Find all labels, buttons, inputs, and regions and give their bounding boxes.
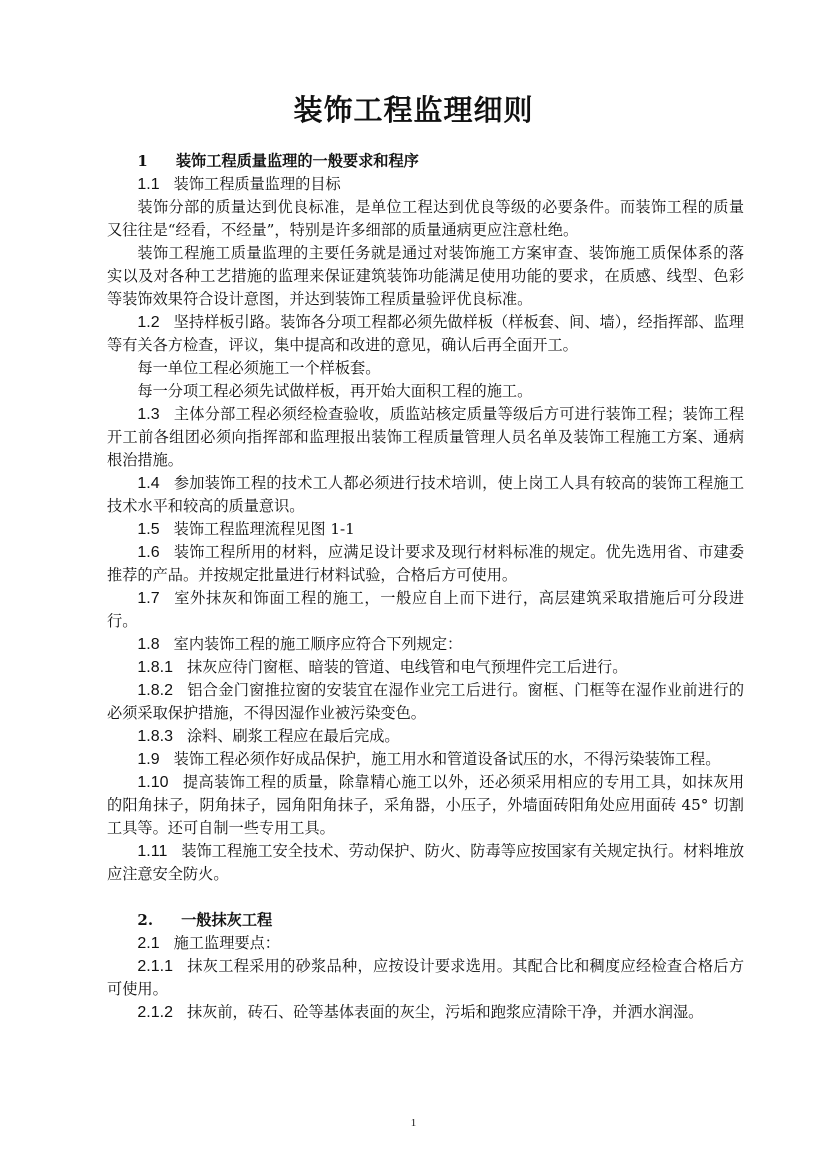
clause-text: 抹灰应待门窗框、暗装的管道、电线管和电气预埋件完工后进行。 xyxy=(186,658,628,676)
section-heading-text: 一般抹灰工程 xyxy=(181,911,273,929)
clause xyxy=(107,748,744,771)
paragraph: 装饰分部的质量达到优良标准，是单位工程达到优良等级的必要条件。而装饰工程的质量又往往是“经看，不经量”，特别是许多细部的质量通病更应注意杜绝。 xyxy=(107,198,744,239)
clause-text: 装饰工程所用的材料，应满足设计要求及现行材料标准的规定。优先选用省、市建委推荐的产品。并按规定批量进行材料试验，合格后方可使用。 xyxy=(107,543,744,584)
clause-text: 装饰工程监理流程见图 1-1 xyxy=(173,520,355,538)
clause-text: 铝合金门窗推拉窗的安装宜在湿作业完工后进行。窗框、门框等在湿作业前进行的必须采取保护措施，不得因湿作业被污染变色。 xyxy=(107,681,744,722)
clause-text: 室外抹灰和饰面工程的施工，一般应自上而下进行，高层建筑采取措施后可分段进行。 xyxy=(107,589,744,630)
clause-number: 2.1.2 xyxy=(137,1004,173,1021)
clause xyxy=(107,955,744,1001)
clause-number: 1.1 xyxy=(137,176,160,193)
clause xyxy=(107,518,744,541)
clause xyxy=(107,679,744,725)
clause-number: 1.10 xyxy=(137,774,169,791)
section-number: 1 xyxy=(137,152,148,170)
clause xyxy=(107,1001,744,1024)
clause-number: 1.8.2 xyxy=(137,682,173,699)
clause xyxy=(107,725,744,748)
clause-text: 装饰工程必须作好成品保护，施工用水和管道设备试压的水，不得污染装饰工程。 xyxy=(173,750,721,768)
clause xyxy=(107,403,744,472)
clause-text: 室内装饰工程的施工顺序应符合下列规定： xyxy=(173,635,463,653)
clause-number: 1.8.3 xyxy=(137,728,173,745)
paragraph: 每一单位工程必须施工一个样板套。 xyxy=(137,359,381,377)
clause xyxy=(107,633,744,656)
clause-text: 施工监理要点： xyxy=(173,934,280,952)
clause-text: 主体分部工程必须经检查验收，质监站核定质量等级后方可进行装饰工程；装饰工程开工前各组团必须向指挥部和监理报出装饰工程质量管理人员名单及装饰工程施工方案、通病根治措施。 xyxy=(107,405,744,469)
clause-text: 参加装饰工程的技术工人都必须进行技术培训，使上岗工人具有较高的装饰工程施工技术水平和较高的质量意识。 xyxy=(107,474,744,515)
clause-text: 抹灰工程采用的砂浆品种，应按设计要求选用。其配合比和稠度应经检查合格后方可使用。 xyxy=(107,957,744,998)
clause-number: 1.6 xyxy=(137,544,160,561)
clause-text: 装饰工程质量监理的目标 xyxy=(173,175,341,193)
section-heading xyxy=(107,909,744,932)
clause-number: 2.1.1 xyxy=(137,958,173,975)
clause-text: 涂料、刷浆工程应在最后完成。 xyxy=(186,727,400,745)
clause xyxy=(107,311,744,357)
clause-number: 2.1 xyxy=(137,935,160,952)
clause-number: 1.8.1 xyxy=(137,659,173,676)
clause xyxy=(107,840,744,886)
clause-text: 提高装饰工程的质量，除靠精心施工以外，还必须采用相应的专用工具，如抹灰用的阳角抹子，阴角抹子，园角阳角抹子，采角器，小压子，外墙面砖阳角处应用面砖 45° 切割工具等。还可自制一些专用工具。 xyxy=(107,773,744,837)
clause-number: 1.7 xyxy=(137,590,160,607)
clause-number: 1.8 xyxy=(137,636,160,653)
clause-number: 1.5 xyxy=(137,521,160,538)
paragraph: 装饰工程施工质量监理的主要任务就是通过对装饰施工方案审查、装饰施工质保体系的落实以及对各种工艺措施的监理来保证建筑装饰功能满足使用功能的要求，在质感、线型、色彩等装饰效果符合设计意图，并达到装饰工程质量验评优良标准。 xyxy=(107,244,744,308)
clause-number: 1.2 xyxy=(137,314,160,331)
clause xyxy=(107,173,744,196)
clause xyxy=(107,656,744,679)
clause xyxy=(107,472,744,518)
page-number: 1 xyxy=(410,1117,417,1129)
clause xyxy=(107,587,744,633)
clause-number: 1.9 xyxy=(137,751,160,768)
clause-number: 1.11 xyxy=(137,843,168,860)
clause-number: 1.4 xyxy=(137,475,160,492)
page-title: 装饰工程监理细则 xyxy=(293,93,534,127)
section-number: 2. xyxy=(137,911,154,929)
clause-text: 坚持样板引路。装饰各分项工程都必须先做样板（样板套、间、墙），经指挥部、监理等有关各方检查，评议，集中提高和改进的意见，确认后再全面开工。 xyxy=(107,313,744,354)
section-spacer xyxy=(107,886,744,909)
document-body xyxy=(107,150,744,1024)
clause xyxy=(107,932,744,955)
clause-text: 装饰工程施工安全技术、劳动保护、防火、防毒等应按国家有关规定执行。材料堆放应注意安全防火。 xyxy=(107,842,744,883)
clause xyxy=(107,771,744,840)
section-heading xyxy=(107,150,744,173)
section-heading-text: 装饰工程质量监理的一般要求和程序 xyxy=(175,152,419,170)
paragraph: 每一分项工程必须先试做样板，再开始大面积工程的施工。 xyxy=(137,382,533,400)
clause-number: 1.3 xyxy=(137,406,160,423)
clause xyxy=(107,541,744,587)
clause-text: 抹灰前，砖石、砼等基体表面的灰尘，污垢和跑浆应清除干净，并洒水润湿。 xyxy=(186,1003,704,1021)
